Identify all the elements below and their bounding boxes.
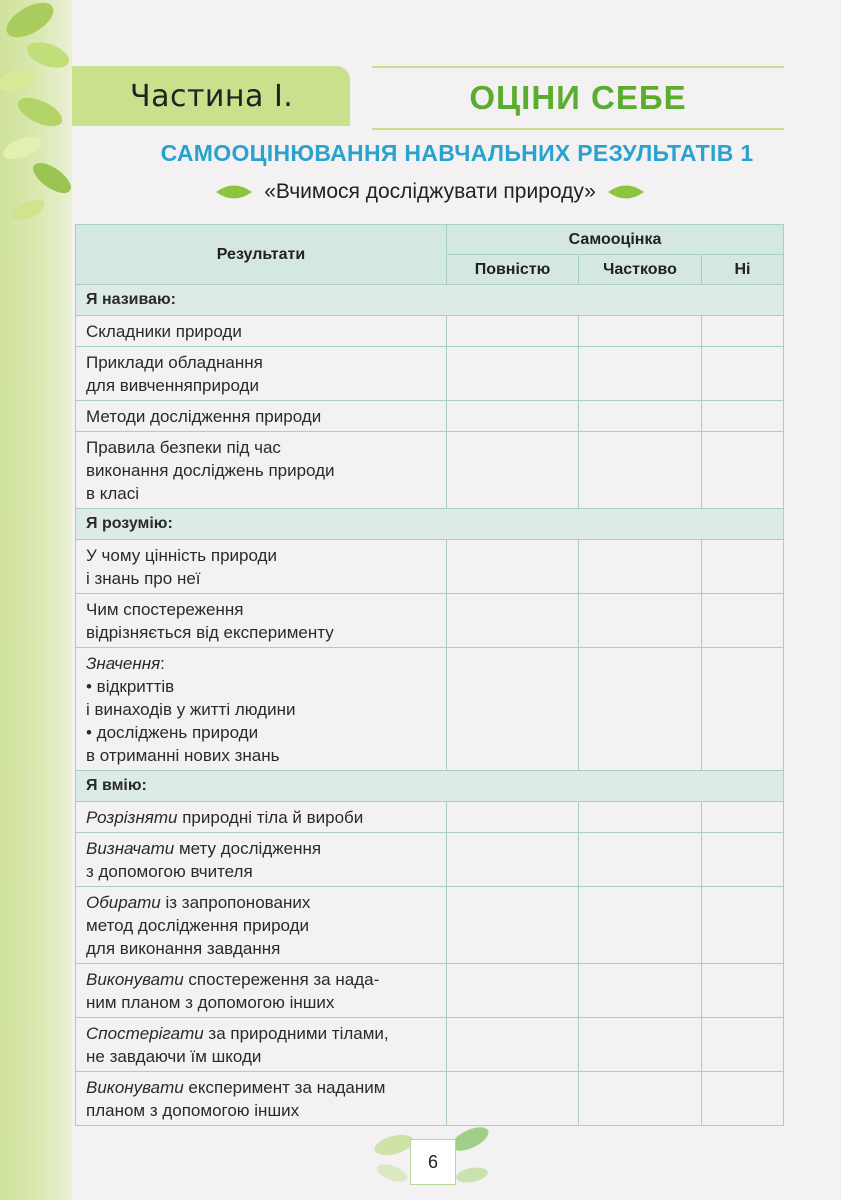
rating-cell-no[interactable] <box>702 316 784 347</box>
result-line: експеримент за наданим <box>183 1077 386 1097</box>
self-assessment-header: Самооцінка <box>447 225 784 255</box>
result-line: виконання досліджень природи <box>86 460 335 480</box>
banner-title: ОЦІНИ СЕБЕ <box>469 79 687 116</box>
rating-cell-no[interactable] <box>702 887 784 964</box>
page-footer <box>372 1125 492 1195</box>
rating-cell-full[interactable] <box>447 316 579 347</box>
rating-cell-full[interactable] <box>447 964 579 1018</box>
result-line: Приклади обладнання <box>86 352 263 372</box>
emphasis-verb: Значення <box>86 653 161 673</box>
rating-cell-full[interactable] <box>447 594 579 648</box>
result-line: природні тіла й вироби <box>177 807 364 827</box>
rating-cell-partial[interactable] <box>579 833 702 887</box>
rating-cell-partial[interactable] <box>579 964 702 1018</box>
table-row <box>76 1072 784 1126</box>
result-text <box>76 540 447 594</box>
rating-cell-full[interactable] <box>447 1018 579 1072</box>
result-line: У чому цінність природи <box>86 545 277 565</box>
rating-cell-no[interactable] <box>702 540 784 594</box>
table-row <box>76 540 784 594</box>
rating-cell-full[interactable] <box>447 401 579 432</box>
result-line: : <box>160 653 165 673</box>
result-line: метод дослідження природи <box>86 915 310 935</box>
leaf-left-icon <box>214 181 254 203</box>
result-text <box>76 594 447 648</box>
result-text <box>76 964 447 1018</box>
banner-header <box>372 66 784 130</box>
result-line: планом з допомогою інших <box>86 1100 300 1120</box>
section-label: Я розумію: <box>76 509 784 540</box>
rating-cell-partial[interactable] <box>579 1018 702 1072</box>
result-line: не завдаючи їм шкоди <box>86 1046 262 1066</box>
rating-cell-partial[interactable] <box>579 316 702 347</box>
rating-cell-partial[interactable] <box>579 802 702 833</box>
result-text <box>76 802 447 833</box>
rating-cell-full[interactable] <box>447 802 579 833</box>
rating-cell-partial[interactable] <box>579 401 702 432</box>
section-label: Я називаю: <box>76 285 784 316</box>
rating-cell-no[interactable] <box>702 401 784 432</box>
table-row <box>76 401 784 432</box>
result-text <box>76 833 447 887</box>
result-line: Складники природи <box>86 321 242 341</box>
no-header: Ні <box>702 255 784 285</box>
result-line: за природними тілами, <box>203 1023 389 1043</box>
full-header: Повністю <box>447 255 579 285</box>
table-row <box>76 833 784 887</box>
rating-cell-full[interactable] <box>447 887 579 964</box>
result-line: • досліджень природи <box>86 722 259 742</box>
result-line: відрізняється від експерименту <box>86 622 334 642</box>
leaf-right-icon <box>606 181 646 203</box>
section-row <box>76 509 784 540</box>
result-text <box>76 432 447 509</box>
table-row <box>76 887 784 964</box>
table-row <box>76 802 784 833</box>
leaves-decoration-icon <box>0 0 72 260</box>
result-line: • відкриттів <box>86 676 175 696</box>
section-row <box>76 285 784 316</box>
result-text <box>76 347 447 401</box>
rating-cell-no[interactable] <box>702 347 784 401</box>
page-title: САМООЦІНЮВАННЯ НАВЧАЛЬНИХ РЕЗУЛЬТАТІВ 1 <box>160 140 754 166</box>
result-line: для виконання завдання <box>86 938 281 958</box>
result-line: із запропонованих <box>160 892 311 912</box>
rating-cell-partial[interactable] <box>579 540 702 594</box>
rating-cell-full[interactable] <box>447 833 579 887</box>
emphasis-verb: Виконувати <box>86 969 184 989</box>
table-row <box>76 432 784 509</box>
rating-cell-partial[interactable] <box>579 648 702 771</box>
result-line: в отриманні нових знань <box>86 745 280 765</box>
rating-cell-full[interactable] <box>447 648 579 771</box>
rating-cell-no[interactable] <box>702 802 784 833</box>
emphasis-verb: Спостерігати <box>86 1023 204 1043</box>
rating-cell-partial[interactable] <box>579 1072 702 1126</box>
table-row <box>76 1018 784 1072</box>
rating-cell-full[interactable] <box>447 432 579 509</box>
rating-cell-no[interactable] <box>702 648 784 771</box>
part-label: Частина І. <box>130 78 294 114</box>
result-line: і винаходів у житті людини <box>86 699 296 719</box>
emphasis-verb: Обирати <box>86 892 161 912</box>
result-line: мету дослідження <box>174 838 322 858</box>
section-row <box>76 771 784 802</box>
emphasis-verb: Визначати <box>86 838 175 858</box>
table-body <box>76 285 784 1126</box>
subtitle-row <box>160 175 700 209</box>
emphasis-verb: Розрізняти <box>86 807 178 827</box>
result-line: в класі <box>86 483 140 503</box>
table-row <box>76 648 784 771</box>
subtitle: «Вчимося досліджувати природу» <box>264 180 596 203</box>
rating-cell-full[interactable] <box>447 540 579 594</box>
table-row <box>76 964 784 1018</box>
result-text <box>76 1018 447 1072</box>
rating-cell-partial[interactable] <box>579 594 702 648</box>
rating-cell-no[interactable] <box>702 1072 784 1126</box>
result-line: ним планом з допомогою інших <box>86 992 335 1012</box>
rating-cell-partial[interactable] <box>579 887 702 964</box>
rating-cell-no[interactable] <box>702 833 784 887</box>
rating-cell-no[interactable] <box>702 432 784 509</box>
result-line: і знань про неї <box>86 568 201 588</box>
result-line: для вивченняприроди <box>86 375 259 395</box>
result-line: Чим спостереження <box>86 599 244 619</box>
table-row <box>76 347 784 401</box>
rating-cell-no[interactable] <box>702 964 784 1018</box>
result-text <box>76 401 447 432</box>
decorative-sidebar <box>0 0 72 1200</box>
rating-cell-no[interactable] <box>702 594 784 648</box>
rating-cell-full[interactable] <box>447 347 579 401</box>
table-row <box>76 594 784 648</box>
rating-cell-full[interactable] <box>447 1072 579 1126</box>
result-line: з допомогою вчителя <box>86 861 253 881</box>
result-line: Методи дослідження природи <box>86 406 322 426</box>
rating-cell-no[interactable] <box>702 1018 784 1072</box>
section-label: Я вмію: <box>76 771 784 802</box>
result-text <box>76 316 447 347</box>
partial-header: Частково <box>579 255 702 285</box>
rating-cell-partial[interactable] <box>579 347 702 401</box>
result-line: Правила безпеки під час <box>86 437 281 457</box>
result-line: спостереження за нада- <box>183 969 380 989</box>
page-number: 6 <box>410 1139 456 1185</box>
results-header: Результати <box>76 225 447 285</box>
table-row <box>76 316 784 347</box>
emphasis-verb: Виконувати <box>86 1077 184 1097</box>
result-text <box>76 887 447 964</box>
rating-cell-partial[interactable] <box>579 432 702 509</box>
result-text <box>76 1072 447 1126</box>
self-assessment-table <box>75 224 784 1126</box>
result-text <box>76 648 447 771</box>
part-tab <box>72 66 350 126</box>
